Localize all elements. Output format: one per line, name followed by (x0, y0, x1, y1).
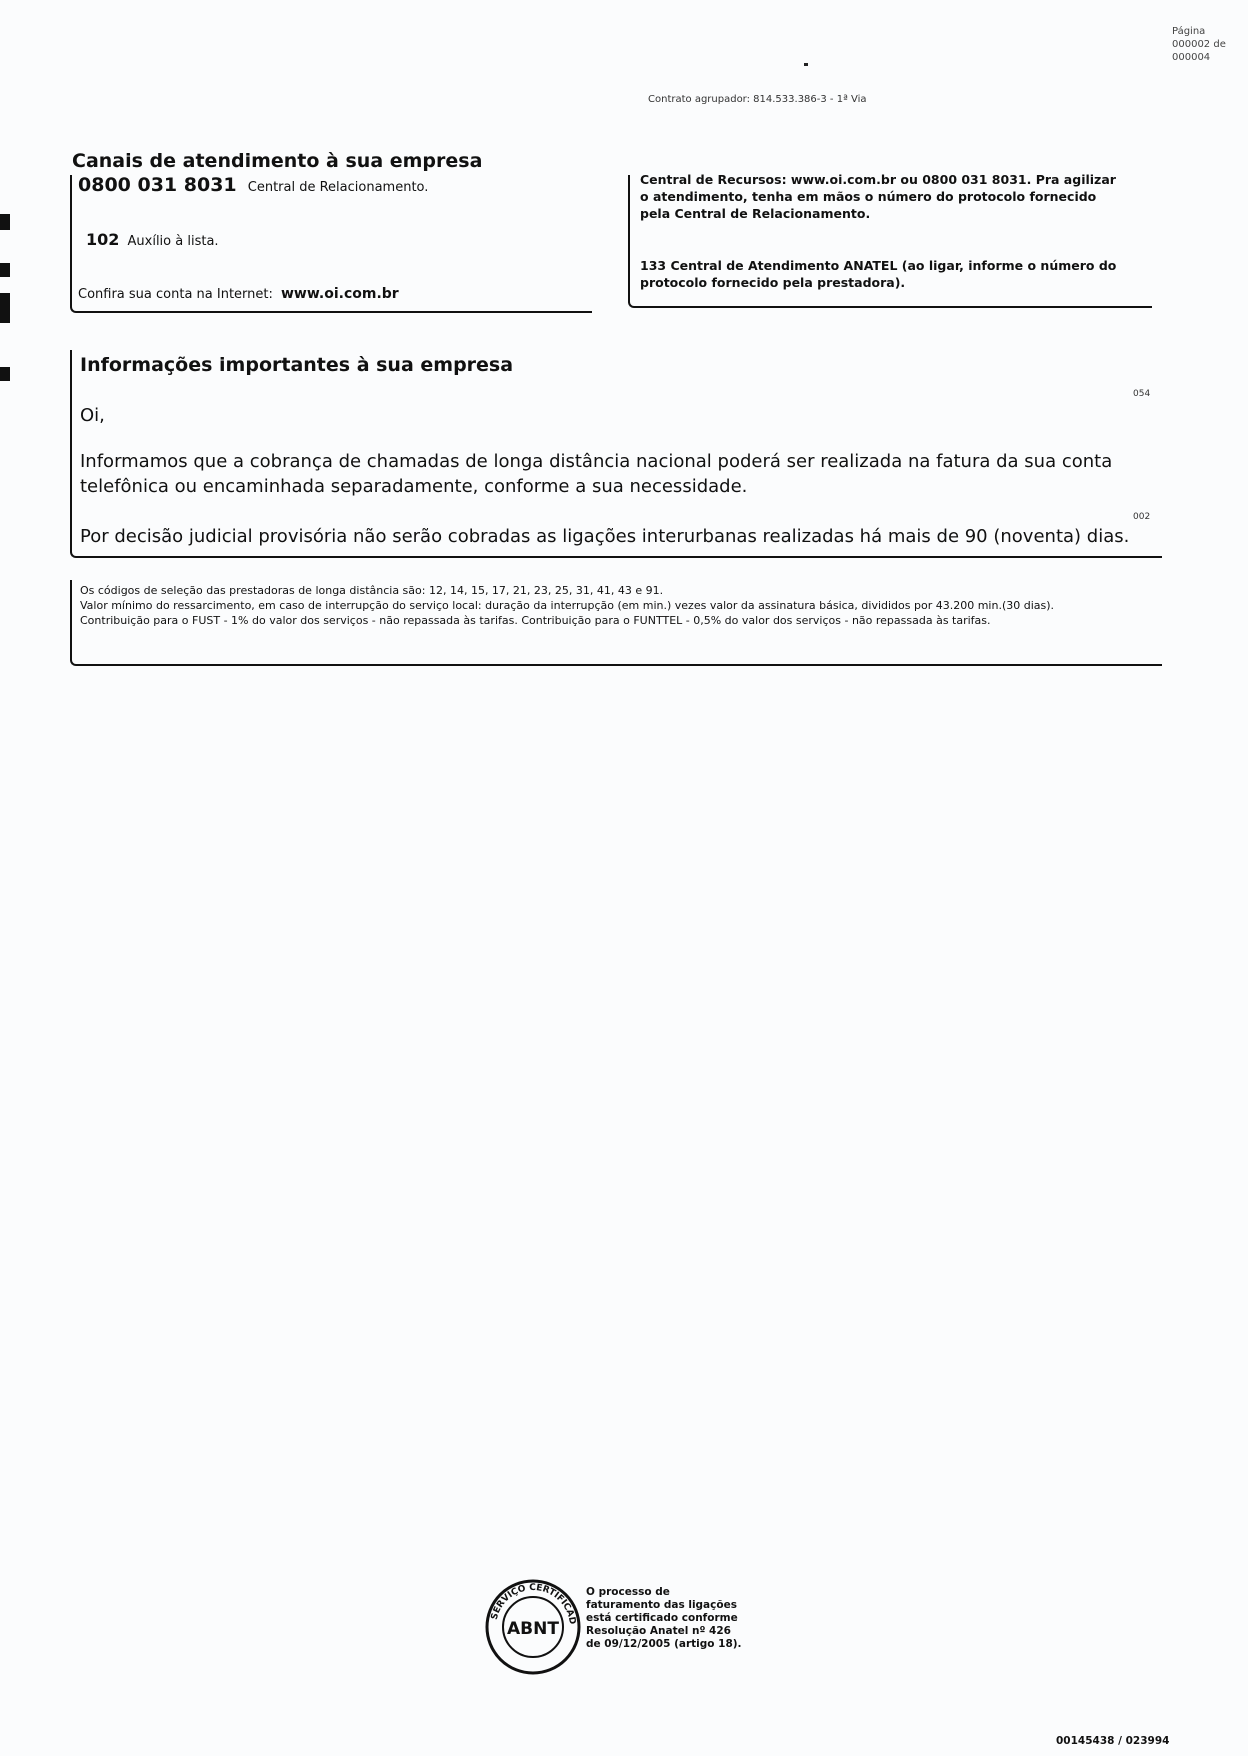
channels-title: Canais de atendimento à sua empresa (72, 150, 483, 172)
phone-number: 0800 031 8031 (78, 174, 237, 196)
page-current: 000002 de (1172, 39, 1226, 50)
note-line-2: Valor mínimo do ressarcimento, em caso de interrupção do serviço local: duração da interrupção (em min.) vezes valor da assinatura básica, divididos por 43.200 min.(30 dias). (80, 599, 1055, 612)
certification-text: O processo de faturamento das ligações está certificado conforme Resolução Anatel nº 426 de 09/12/2005 (artigo 18). (586, 1586, 742, 1650)
scan-dot (804, 63, 808, 66)
info-paragraph-2: Por decisão judicial provisória não serão cobradas as ligações interurbanas realizadas há mais de 90 (noventa) dias. (80, 526, 1130, 547)
page-label: Página (1172, 26, 1206, 37)
internet-label: Confira sua conta na Internet: (78, 287, 273, 302)
document-code: 00145438 / 023994 (1056, 1735, 1170, 1747)
seal-label: SERVIÇO CERTIFICAD (489, 1582, 578, 1626)
info-title: Informações importantes à sua empresa (80, 354, 514, 376)
internet-url[interactable]: www.oi.com.br (280, 286, 399, 302)
phone-line (78, 174, 428, 196)
info-greeting: Oi, (80, 405, 105, 426)
phone-label: Central de Relacionamento. (247, 180, 429, 195)
list-number: 102 (86, 230, 120, 249)
registration-mark (0, 214, 10, 230)
anatel-text: 133 Central de Atendimento ANATEL (ao ligar, informe o número do protocolo fornecido pela prestadora). (640, 258, 1117, 290)
page-indicator (1172, 25, 1226, 64)
notes-block (80, 583, 1160, 628)
info-paragraph-1: Informamos que a cobrança de chamadas de longa distância nacional poderá ser realizada na fatura da sua conta telefônica ou encaminhada separadamente, conforme a sua necessidade. (80, 451, 1113, 497)
registration-mark (0, 367, 10, 381)
note-line-3: Contribuição para o FUST - 1% do valor dos serviços - não repassada às tarifas. Contribuição para o FUNTTEL - 0,5% do valor dos serviços - não repassada às tarifas. (80, 614, 991, 627)
page-total: 000004 (1172, 52, 1211, 63)
list-label: Auxílio à lista. (127, 234, 219, 249)
resources-text: Central de Recursos: www.oi.com.br ou 0800 031 8031. Pra agilizar o atendimento, tenha em mãos o número do protocolo fornecido pela Central de Relacionamento. (640, 172, 1116, 221)
registration-mark (0, 263, 10, 277)
note-line-1: Os códigos de seleção das prestadoras de longa distância são: 12, 14, 15, 17, 21, 23, 25, 31, 41, 43 e 91. (80, 584, 664, 597)
info-code-a: 054 (1133, 389, 1151, 399)
internet-line (78, 283, 399, 302)
seal-mark: ABNT (507, 1619, 559, 1639)
contract-number: Contrato agrupador: 814.533.386-3 - 1ª Via (648, 94, 867, 105)
registration-mark (0, 293, 10, 323)
info-code-b: 002 (1133, 512, 1151, 522)
abnt-seal-icon (476, 1570, 590, 1684)
list-line (86, 230, 219, 249)
